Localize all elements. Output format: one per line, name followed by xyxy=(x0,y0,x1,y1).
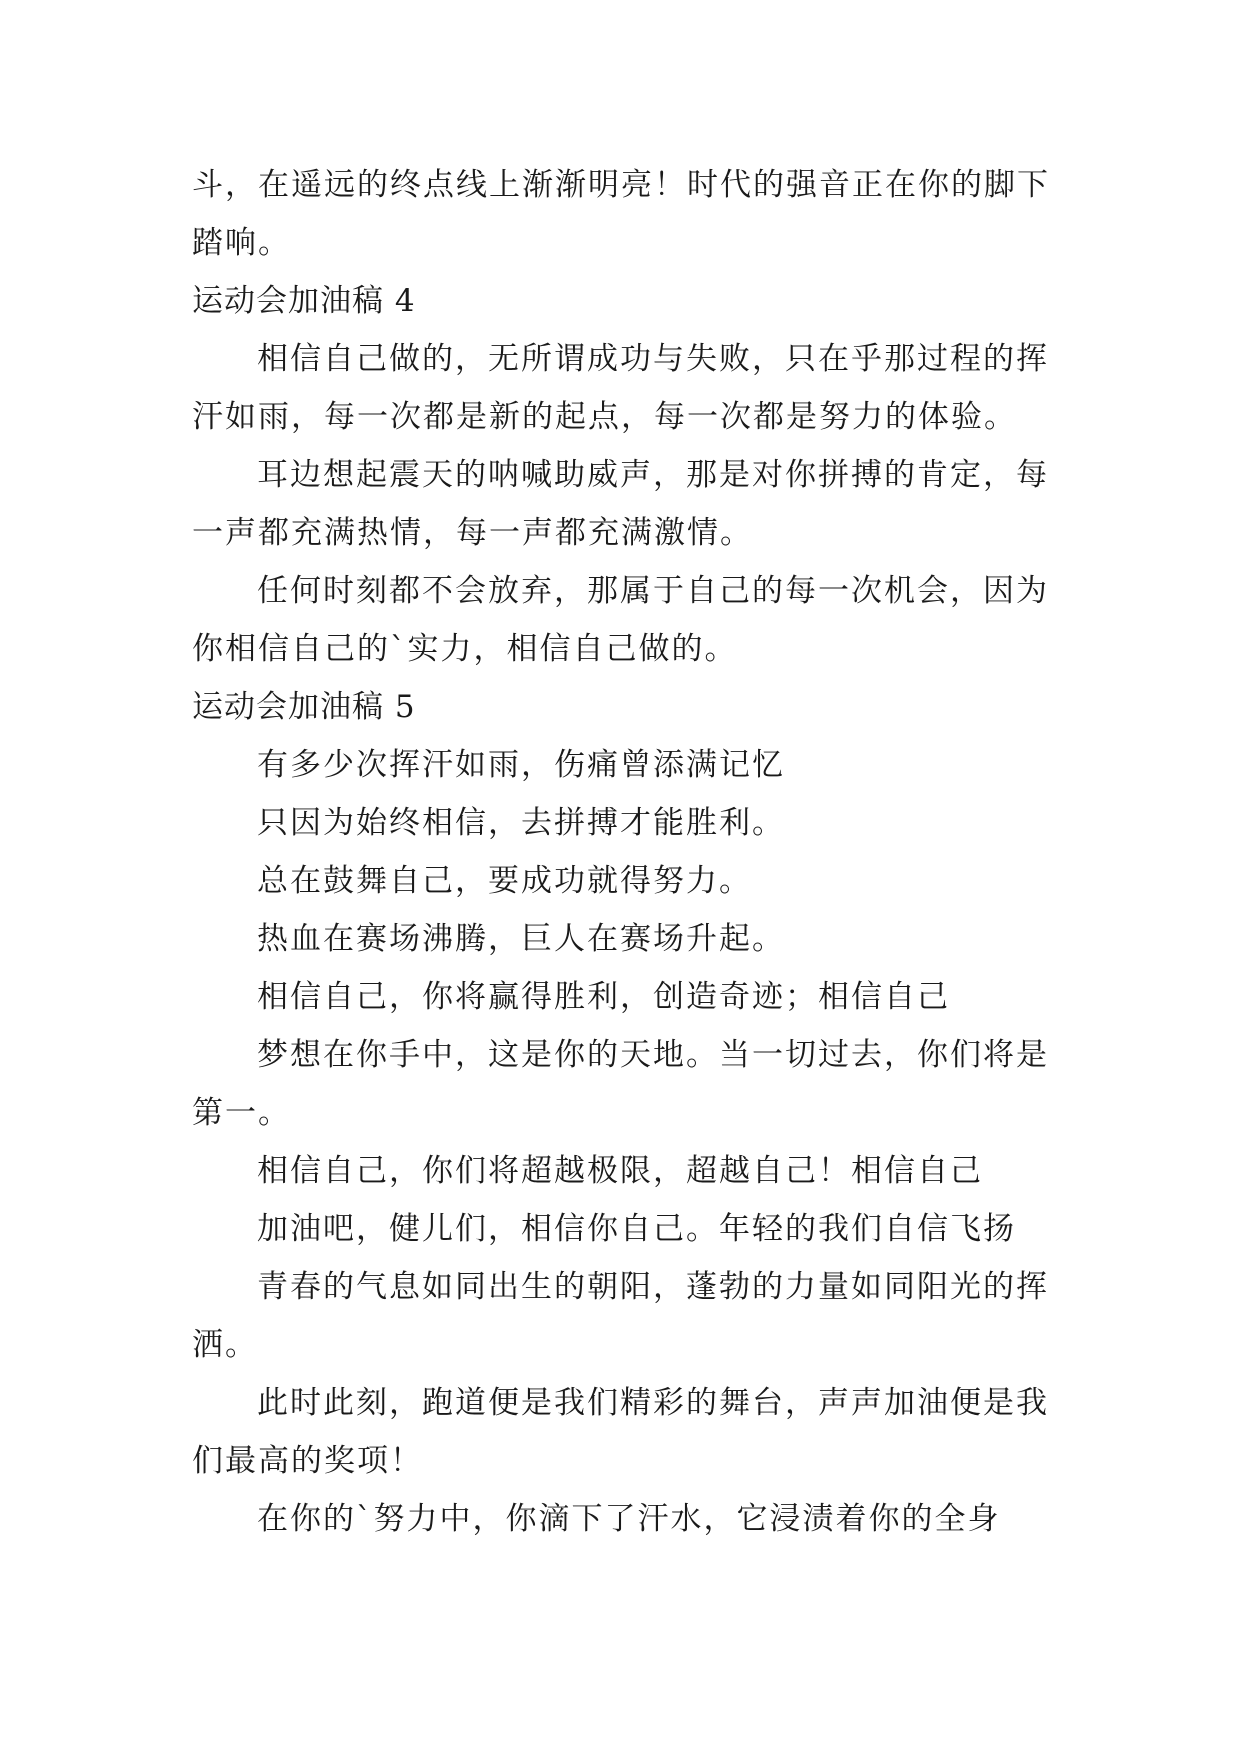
section-heading-4: 运动会加油稿 4 xyxy=(192,283,416,319)
text-line: 你相信自己的`实力，相信自己做的。 xyxy=(192,631,738,667)
text-line: 第一。 xyxy=(192,1095,291,1131)
text-line: 斗，在遥远的终点线上渐渐明亮！时代的强音正在你的脚下 xyxy=(192,167,1050,203)
text-line: 相信自己做的，无所谓成功与失败，只在乎那过程的挥 xyxy=(257,341,1049,377)
text-line: 洒。 xyxy=(192,1327,258,1363)
text-line: 相信自己，你们将超越极限，超越自己！相信自己 xyxy=(257,1153,983,1189)
text-line: 一声都充满热情，每一声都充满激情。 xyxy=(192,515,753,551)
text-line: 汗如雨，每一次都是新的起点，每一次都是努力的体验。 xyxy=(192,399,1017,435)
section-heading-5: 运动会加油稿 5 xyxy=(192,689,416,725)
text-line: 只因为始终相信，去拼搏才能胜利。 xyxy=(257,805,785,841)
text-line: 青春的气息如同出生的朝阳，蓬勃的力量如同阳光的挥 xyxy=(257,1269,1049,1305)
text-line: 踏响。 xyxy=(192,225,291,261)
text-line: 耳边想起震天的呐喊助威声，那是对你拼搏的肯定，每 xyxy=(257,457,1049,493)
text-line: 梦想在你手中，这是你的天地。当一切过去，你们将是 xyxy=(257,1037,1049,1073)
text-line: 加油吧，健儿们，相信你自己。年轻的我们自信飞扬 xyxy=(257,1211,1016,1247)
text-line: 在你的`努力中，你滴下了汗水，它浸渍着你的全身 xyxy=(257,1501,1001,1537)
text-line: 此时此刻，跑道便是我们精彩的舞台，声声加油便是我 xyxy=(257,1385,1049,1421)
text-line: 有多少次挥汗如雨，伤痛曾添满记忆 xyxy=(257,747,785,783)
text-line: 们最高的奖项！ xyxy=(192,1443,423,1479)
text-line: 相信自己，你将赢得胜利，创造奇迹；相信自己 xyxy=(257,979,950,1015)
text-line: 总在鼓舞自己，要成功就得努力。 xyxy=(257,863,752,899)
text-line: 任何时刻都不会放弃，那属于自己的每一次机会，因为 xyxy=(257,573,1049,609)
text-line: 热血在赛场沸腾，巨人在赛场升起。 xyxy=(257,921,785,957)
